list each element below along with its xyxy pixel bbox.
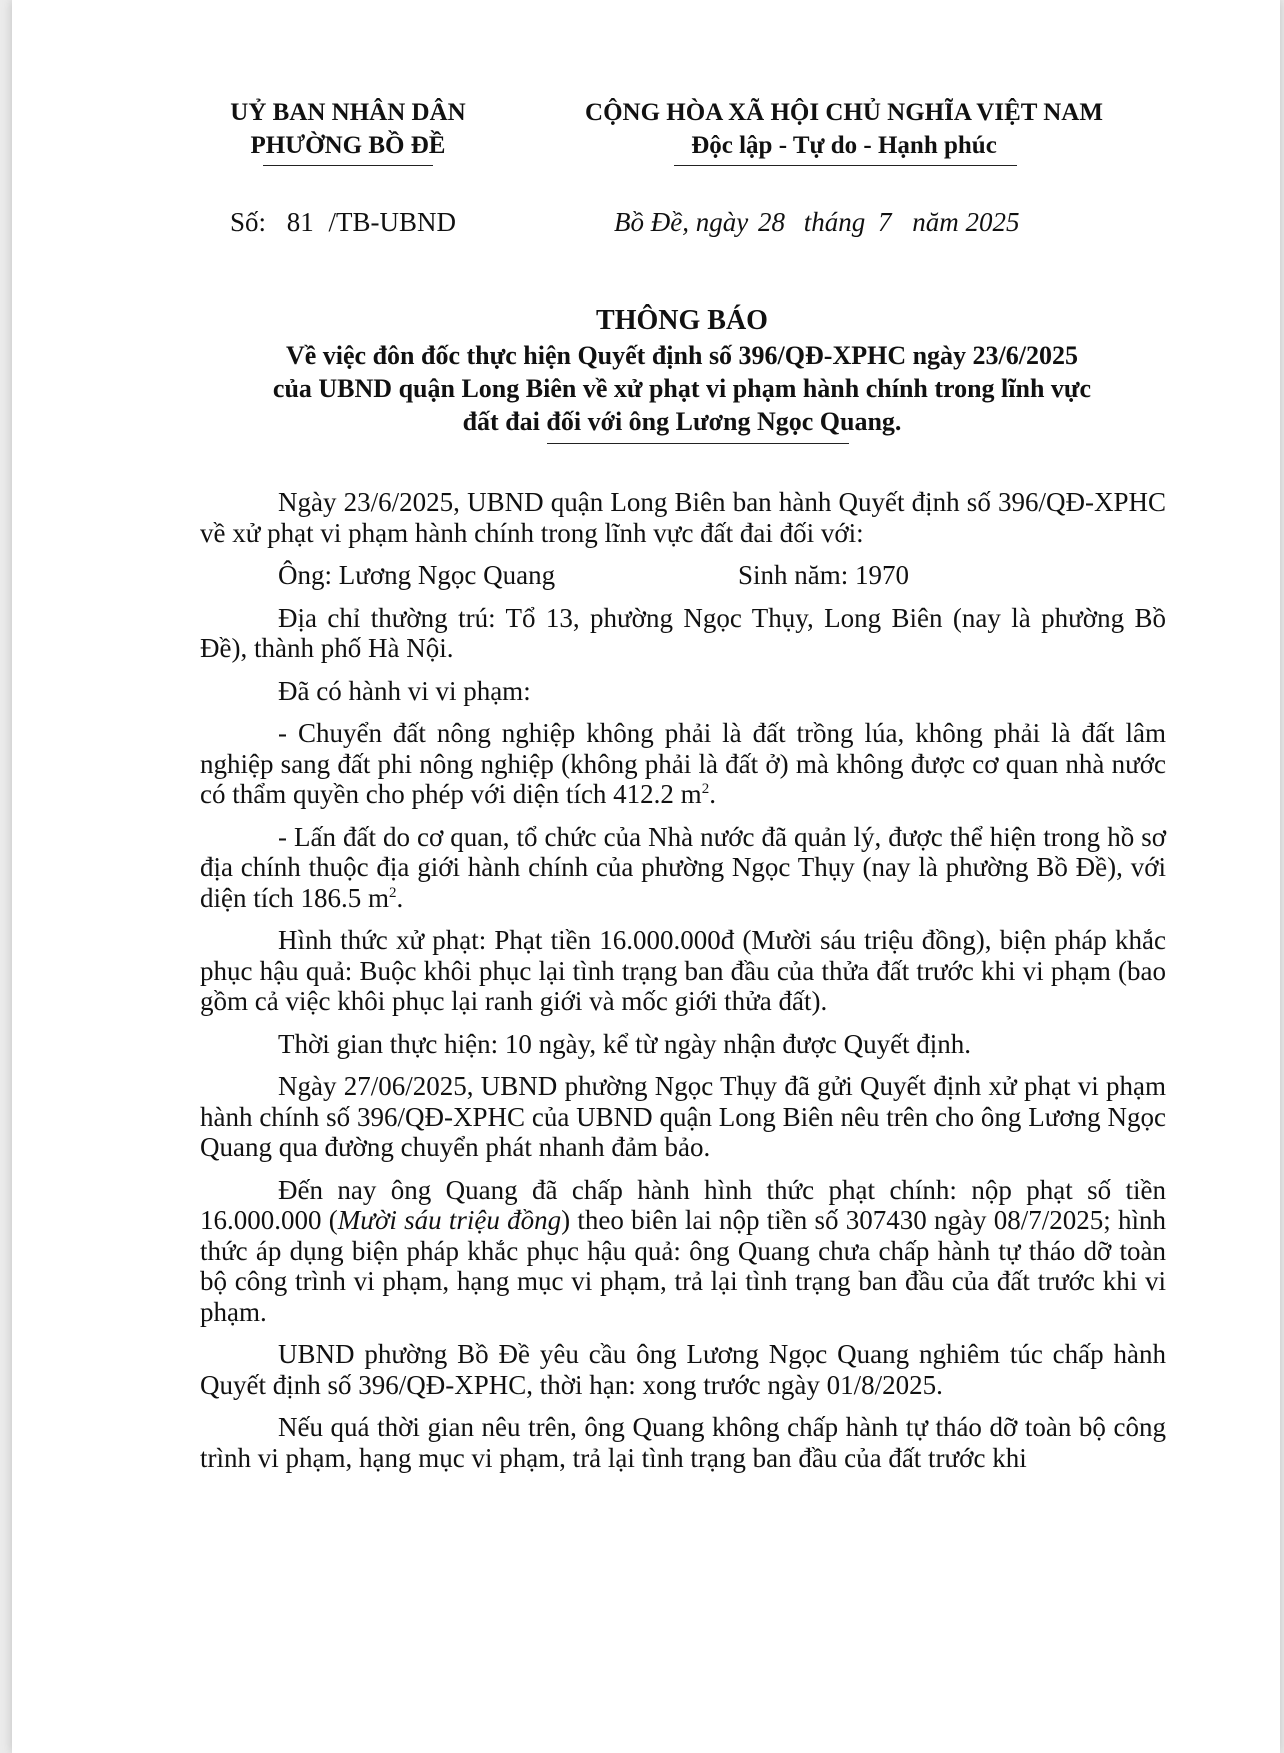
paragraph-violation-2: - Lấn đất do cơ quan, tổ chức của Nhà nước đã quản lý, được thể hiện trong hồ sơ địa chính thuộc địa giới hành chính của phường Ngọc Thụy (nay là phường Bồ Đề), với diện tích 186.5 $m^2$.	[200, 821, 1166, 913]
paragraph-request: UBND phường Bồ Đề yêu cầu ông Lương Ngọc Quang nghiêm túc chấp hành Quyết định số 396/QĐ-XPHC, thời hạn: xong trước ngày 01/8/2025.	[200, 1339, 1166, 1400]
paragraph-decision: Ngày 23/6/2025, UBND quận Long Biên ban hành Quyết định số 396/QĐ-XPHC về xử phạt vi phạm hành chính trong lĩnh vực đất đai đối với:	[200, 487, 1166, 548]
paragraph-violation-intro: Đã có hành vi vi phạm:	[278, 675, 531, 706]
motto-underline	[674, 165, 1017, 166]
person-birth-year: Sinh năm: 1970	[738, 560, 910, 590]
paragraph-address: Địa chỉ thường trú: Tổ 13, phường Ngọc Thụy, Long Biên (nay là phường Bồ Đề), thành phố Hà Nội.	[200, 602, 1166, 663]
date-month-label: tháng	[803, 207, 866, 237]
person-name: Ông: Lương Ngọc Quang	[278, 560, 556, 590]
paragraph-violation-1: - Chuyển đất nông nghiệp không phải là đất trồng lúa, không phải là đất lâm nghiệp sang đất phi nông nghiệp (không phải là đất ở) mà không được cơ quan nhà nước có thẩm quyền cho phép với diện tích 412.2 $m^2$.	[200, 718, 1166, 809]
issuing-authority	[188, 96, 508, 162]
number-prefix: Số:	[230, 207, 267, 237]
date-place: Bồ Đề, ngày	[614, 207, 749, 237]
number-value: 81	[286, 207, 314, 237]
document-title: THÔNG BÁO	[596, 305, 768, 336]
subject-line3: đất đai đối với ông Lương Ngọc Quang.	[462, 407, 902, 436]
country-name: CỘNG HÒA XÃ HỘI CHỦ NGHĨA VIỆT NAM	[585, 99, 1103, 126]
document-body	[200, 487, 1166, 1473]
authority-line2: PHƯỜNG BỒ ĐỀ	[250, 132, 446, 159]
title-underline	[547, 443, 849, 444]
subject-line2: của UBND quận Long Biên về xử phạt vi phạm hành chính trong lĩnh vực	[272, 374, 1092, 403]
number-suffix: /TB-UBND	[328, 207, 457, 237]
person-row	[200, 560, 1166, 591]
paragraph-penalty: Hình thức xử phạt: Phạt tiền 16.000.000đ (Mười sáu triệu đồng), biện pháp khắc phục hậu quả: Buộc khôi phục lại tình trạng ban đầu của thửa đất trước khi vi phạm (bao gồm cả việc khôi phục lại ranh giới và mốc giới thửa đất).	[200, 925, 1166, 1016]
subject-line1: Về việc đôn đốc thực hiện Quyết định số 396/QĐ-XPHC ngày 23/6/2025	[285, 341, 1079, 370]
national-motto	[544, 96, 1144, 162]
document-page	[12, 0, 1280, 1753]
paragraph-warning: Nếu quá thời gian nêu trên, ông Quang không chấp hành tự tháo dỡ toàn bộ công trình vi phạm, hạng mục vi phạm, trả lại tình trạng ban đầu của đất trước khi	[200, 1412, 1166, 1473]
document-number	[230, 207, 456, 238]
date-month: 7	[877, 207, 892, 237]
authority-line1: UỶ BAN NHÂN DÂN	[230, 99, 466, 126]
paragraph-deadline: Thời gian thực hiện: 10 ngày, kể từ ngày nhận được Quyết định.	[278, 1028, 972, 1059]
motto: Độc lập - Tự do - Hạnh phúc	[691, 132, 997, 159]
paragraph-delivery: Ngày 27/06/2025, UBND phường Ngọc Thụy đã gửi Quyết định xử phạt vi phạm hành chính số 396/QĐ-XPHC của UBND quận Long Biên nêu trên cho ông Lương Ngọc Quang qua đường chuyển phát nhanh đảm bảo.	[200, 1071, 1166, 1162]
document-date	[614, 207, 1019, 238]
authority-underline	[263, 165, 433, 166]
date-day: 28	[757, 207, 785, 237]
paragraph-compliance-status: Đến nay ông Quang đã chấp hành hình thức phạt chính: nộp phạt số tiền 16.000.000 (Mười sáu triệu đồng) theo biên lai nộp tiền số 307430 ngày 08/7/2025; hình thức áp dụng biện pháp khắc phục hậu quả: ông Quang chưa chấp hành tự tháo dỡ toàn bộ công trình vi phạm, hạng mục vi phạm, trả lại tình trạng ban đầu của đất trước khi vi phạm.	[200, 1174, 1167, 1327]
date-year: năm 2025	[912, 207, 1020, 237]
